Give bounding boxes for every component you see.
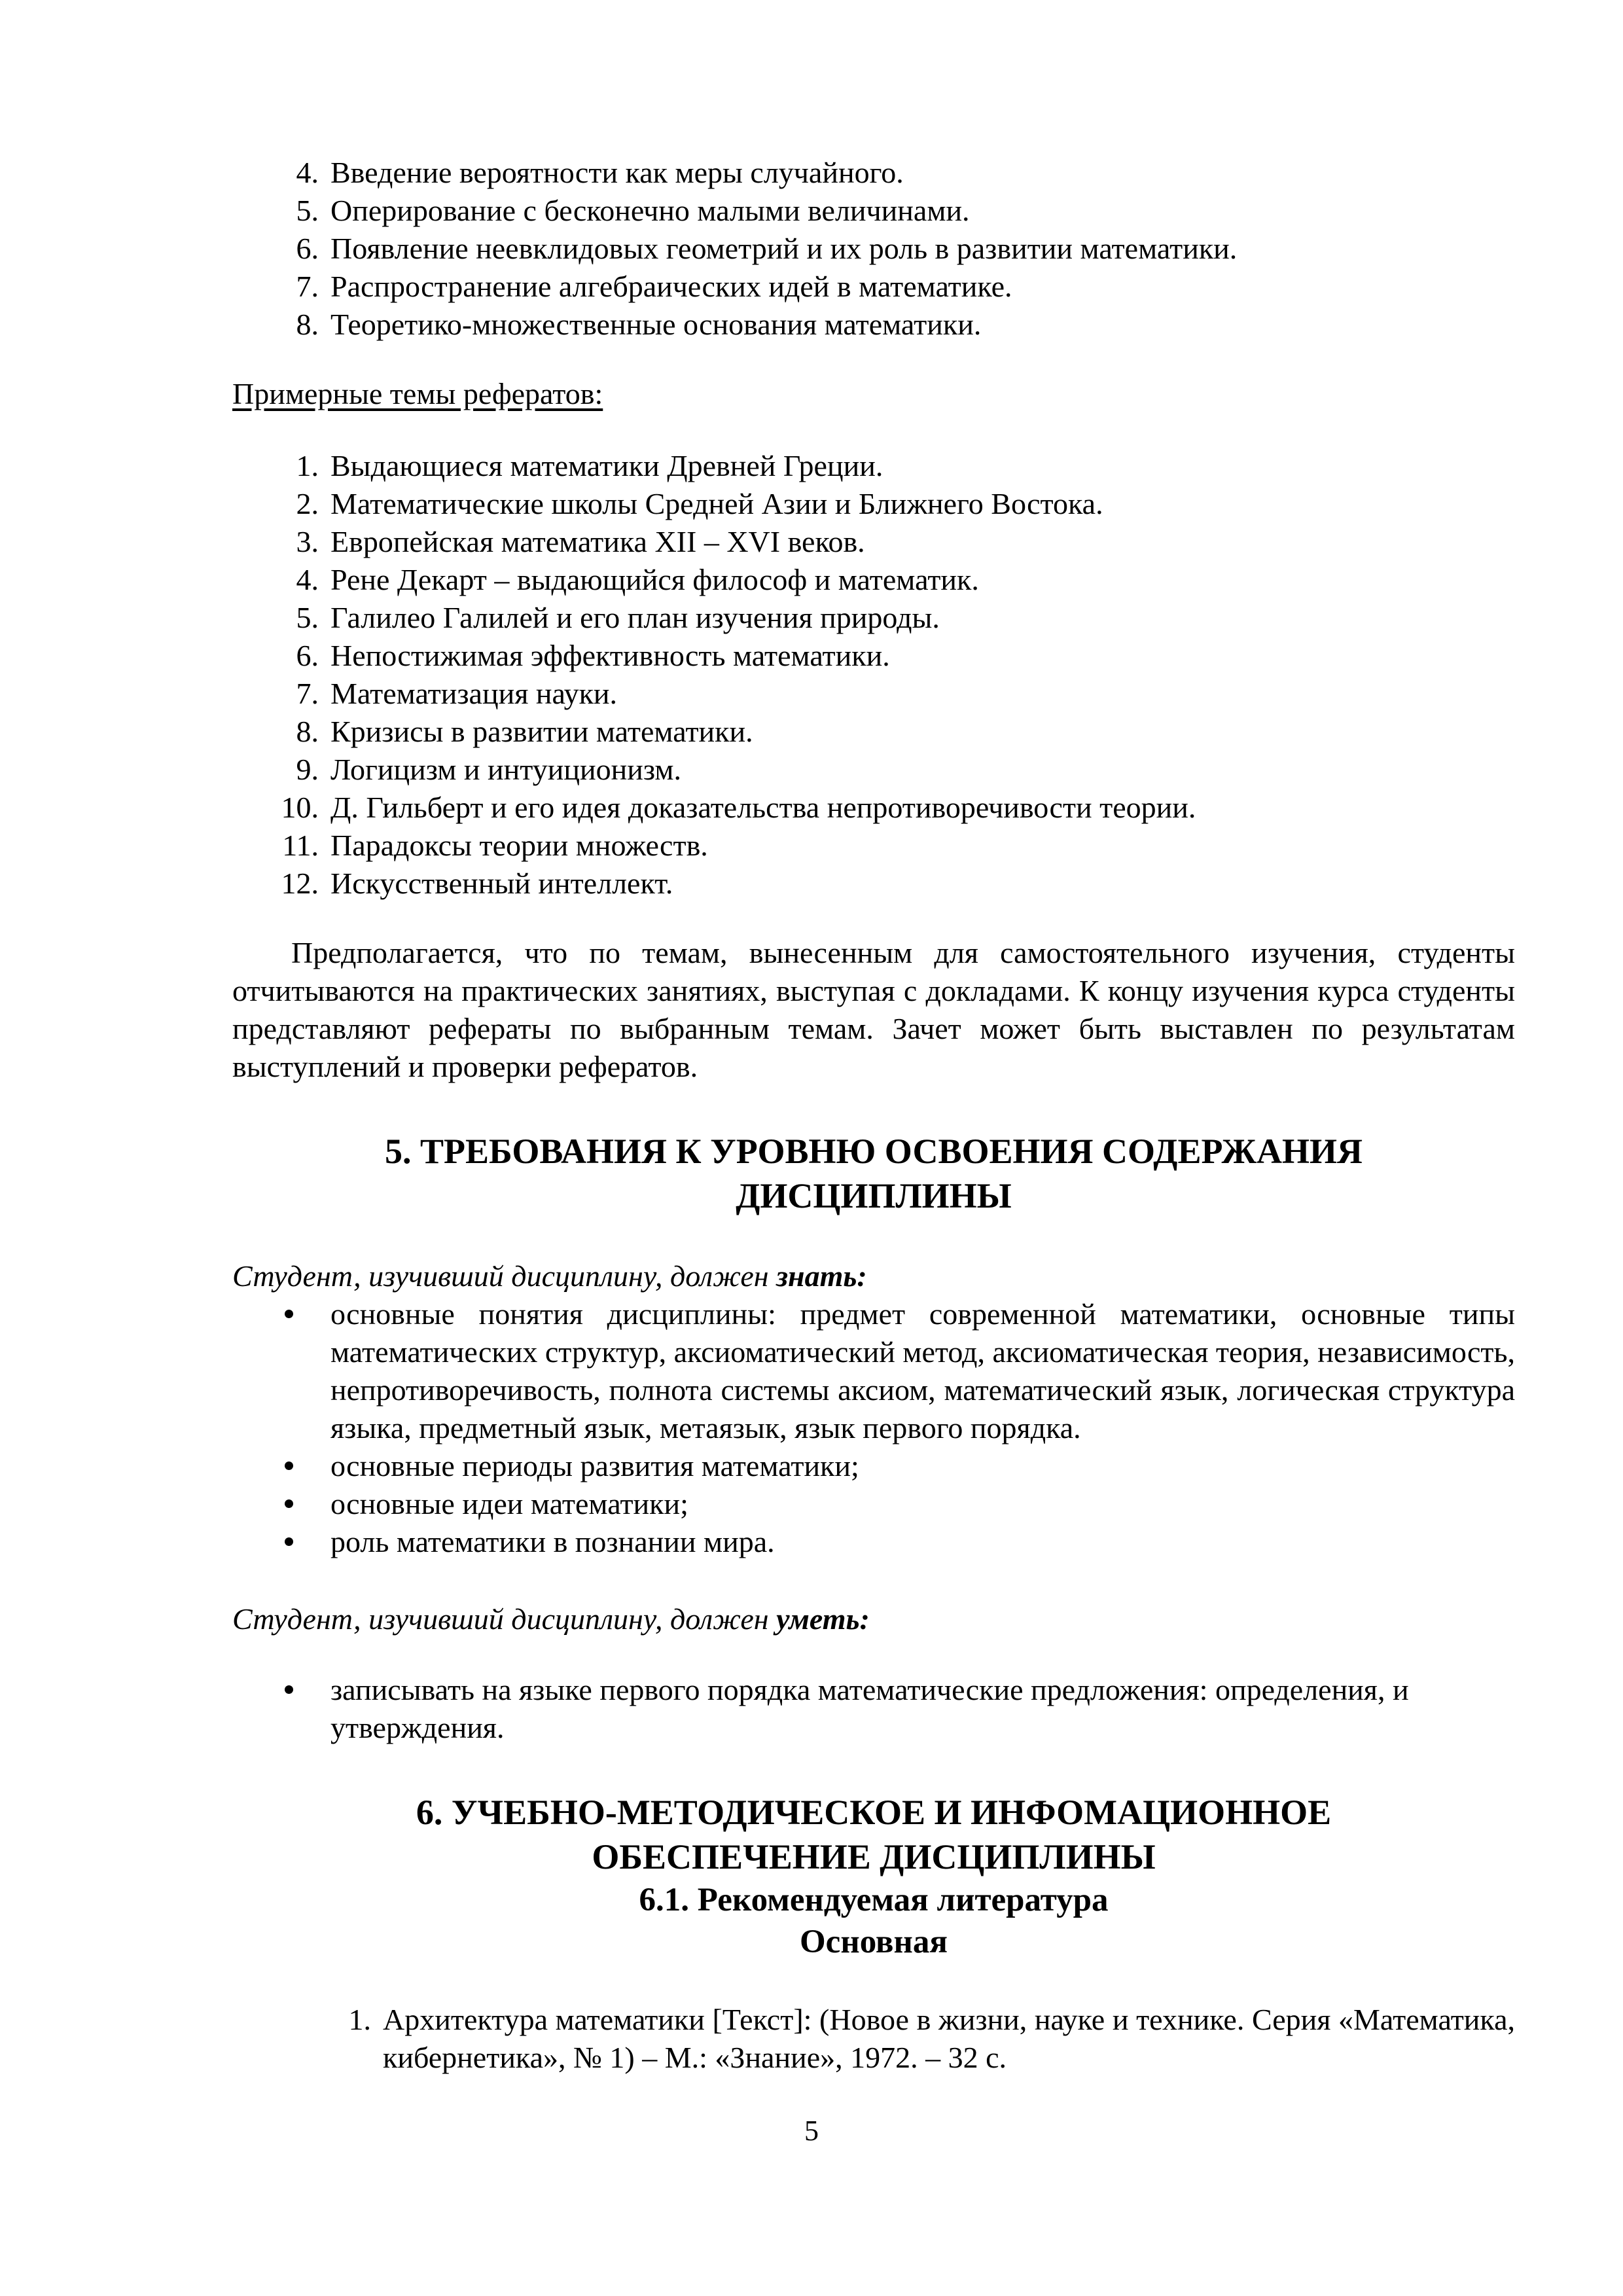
bullet-icon [232,1295,330,1447]
list-item: 4. Введение вероятности как меры случайного. [296,156,904,189]
list-item: 5. Оперирование с бесконечно малыми величинами. [296,194,970,227]
section-6-title-line-2: ОБЕСПЕЧЕНИЕ ДИСЦИПЛИНЫ [592,1837,1156,1876]
know-keyword: знать: [776,1259,867,1293]
bullet-item: основные понятия дисциплины: предмет современной математики, основные типы математических структур, аксиоматический метод, аксиоматическая теория, независимость, непротиворечивость, полнота системы аксиом, математический язык, логическая структура языка, предметный язык, метаязык, язык первого порядка. [232,1295,1515,1447]
know-intro: Студент, изучивший дисциплину, должен знать: [232,1259,867,1293]
section-5-title-line-1: 5. ТРЕБОВАНИЯ К УРОВНЮ ОСВОЕНИЯ СОДЕРЖАНИЯ [385,1132,1363,1171]
assessment-paragraph: Предполагается, что по темам, вынесенным для самостоятельного изучения, студенты отчитываются на практических занятиях, выступая с докладами. К концу изучения курса студенты представляют рефераты по выбранным темам. Зачет может быть выставлен по результатам выступлений и проверки рефератов. [232,936,1515,1083]
literature-subheading: 6.1. Рекомендуемая литература [639,1882,1109,1918]
list-item: 7. Математизация науки. [296,677,618,710]
references-list [232,2001,1515,2077]
bullet-item: роль математики в познании мира. [232,1523,1515,1561]
list-item: 9. Логицизм и интуиционизм. [296,753,681,786]
able-list [232,1671,1515,1747]
list-item: 10. Д. Гильберт и его идея доказательства непротиворечивости теории. [281,791,1196,824]
essays-heading: Примерные темы рефератов: [232,377,603,410]
able-keyword: уметь: [776,1602,870,1636]
list-item: 6. Непостижимая эффективность математики. [296,639,890,672]
bullet-icon [232,1485,330,1523]
know-list [232,1295,1515,1561]
able-intro: Студент, изучивший дисциплину, должен уметь: [232,1602,870,1636]
page-number: 5 [804,2115,819,2147]
section-6-title-line-1: 6. УЧЕБНО-МЕТОДИЧЕСКОЕ И ИНФОМАЦИОННОЕ [416,1793,1332,1832]
list-item: 1. Выдающиеся математики Древней Греции. [296,449,883,482]
list-item: 12. Искусственный интеллект. [281,867,673,900]
page-content [232,154,1515,2077]
main-literature-heading: Основная [800,1924,948,1960]
list-item: 11. Парадоксы теории множеств. [282,829,708,862]
bullet-icon [232,1671,330,1747]
list-item: 8. Кризисы в развитии математики. [296,715,753,748]
bullet-icon [232,1523,330,1561]
section-6-heading [232,1790,1515,1879]
list-item: 4. Рене Декарт – выдающийся философ и математик. [296,563,979,596]
section-5-heading [232,1129,1515,1218]
list-item: 7. Распространение алгебраических идей в математике. [296,270,1012,303]
bullet-item: основные периоды развития математики; [232,1447,1515,1485]
bullet-item: записывать на языке первого порядка математические предложения: определения, и утверждения. [232,1671,1515,1747]
list-item: 6. Появление неевклидовых геометрий и их роль в развитии математики. [296,232,1238,265]
section-5-title-line-2: ДИСЦИПЛИНЫ [736,1176,1012,1215]
list-item: 5. Галилео Галилей и его план изучения природы. [296,601,940,634]
reference-item: 1. Архитектура математики [Текст]: (Новое в жизни, науке и технике. Серия «Математика, кибернетика», № 1) – М.: «Знание», 1972. – 32 с. [348,2003,1515,2074]
list-item: 3. Европейская математика XII – XVI веков. [296,525,865,558]
list-item: 8. Теоретико-множественные основания математики. [296,308,982,341]
essays-list [232,447,1515,903]
list-item: 2. Математические школы Средней Азии и Ближнего Востока. [296,487,1103,520]
bullet-icon [232,1447,330,1485]
topics-list [232,154,1515,344]
bullet-item: основные идеи математики; [232,1485,1515,1523]
